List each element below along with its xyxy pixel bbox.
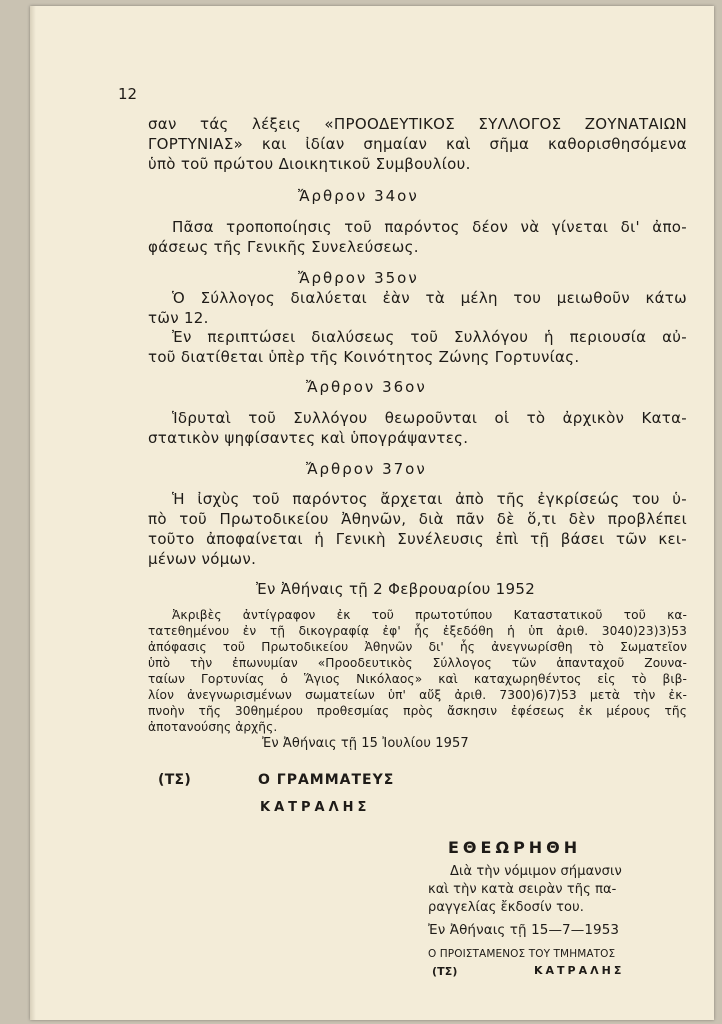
article-heading: Ἄρθρον 37ον (306, 460, 427, 478)
office-title: Ο ΠΡΟΙΣΤΑΜΕΝΟΣ ΤΟΥ ΤΜΗΜΑΤΟΣ (428, 948, 616, 960)
text-line: τατεθημένου ἐν τῇ δικογραφίᾳ ἐφ' ἧς ἐξεδόθη ἡ ὑπ ἀριθ. 3040)23)3)53 (148, 624, 687, 638)
text-line: ταίων Γορτυνίας ὁ Ἅγιος Νικόλαος» καὶ καταχωρηθέντος εἰς τὸ βιβ- (148, 672, 687, 686)
text-line: πὸ τοῦ Πρωτοδικείου Ἀθηνῶν, διὰ πᾶν δὲ ὅ,τι δὲν προβλέπει (148, 510, 687, 528)
text-line: ἀποτανούσης ἀρχῆς. (148, 720, 278, 734)
text-line: Ὁ Σύλλογος διαλύεται ἐὰν τὰ μέλη του μειωθοῦν κάτω (172, 289, 687, 307)
signatory-name: ΚΑΤΡΑΛΗΣ (260, 800, 371, 815)
article-heading: Ἄρθρον 34ον (298, 187, 419, 205)
text-line: ὑπὸ τὴν ἐπωνυμίαν «Προοδευτικὸς Σύλλογος τῶν ἁπανταχοῦ Ζουνα- (148, 656, 687, 670)
date-line: Ἐν Ἀθήναις τῇ 2 Φεβρουαρίου 1952 (256, 580, 536, 598)
text-line: Πᾶσα τροποποίησις τοῦ παρόντος δέον νὰ γίνεται δι' ἀπο- (172, 218, 687, 236)
text-line: καὶ τὴν κατὰ σειρὰν τῆς πα- (428, 882, 617, 897)
text-line: Ἀκριβὲς ἀντίγραφον ἐκ τοῦ πρωτοτύπου Καταστατικοῦ τοῦ κα- (172, 608, 687, 622)
article-heading: Ἄρθρον 35ον (298, 269, 419, 287)
text-line: τῶν 12. (148, 309, 209, 327)
text-line: ὑπὸ τοῦ πρώτου Διοικητικοῦ Συμβουλίου. (148, 155, 471, 173)
text-line: πνοὴν τῆς 30θημέρου προθεσμίας πρὸς ἄσκησιν ἐφέσεως ἐκ μέρους τῆς (148, 704, 687, 718)
text-line: φάσεως τῆς Γενικῆς Συνελεύσεως. (148, 238, 419, 256)
signatory-role: Ο ΓΡΑΜΜΑΤΕΥΣ (258, 772, 395, 788)
text-line: Διὰ τὴν νόμιμον σήμανσιν (450, 864, 622, 879)
text-line: ἀπόφασις τοῦ Πρωτοδικείου Ἀθηνῶν δι' ἧς ἀνεγνωρίσθη τὸ Σωματεῖον (148, 640, 687, 654)
date-line: Ἐν Ἀθήναις τῇ 15 Ἰουλίου 1957 (262, 736, 469, 751)
text-line: στατικὸν ψηφίσαντες καὶ ὑπογράψαντες. (148, 429, 469, 447)
document-page (30, 6, 714, 1020)
text-line: ραγγελίας ἔκδοσίν του. (428, 900, 584, 915)
stamp-mark: (ΤΣ) (432, 965, 458, 978)
signatory-name: ΚΑΤΡΑΛΗΣ (534, 964, 625, 977)
text-line: ΓΟΡΤΥΝΙΑΣ» και ἰδίαν σημαίαν καὶ σῆμα καθορισθησόμενα (148, 135, 687, 153)
text-line: μένων νόμων. (148, 550, 257, 568)
text-line: σαν τάς λέξεις «ΠΡΟΟΔΕΥΤΙΚΟΣ ΣΥΛΛΟΓΟΣ ΖΟΥΝΑΤΑΙΩΝ (148, 115, 687, 133)
article-heading: Ἄρθρον 36ον (306, 378, 427, 396)
text-line: λίον ἀνεγνωρισμένων σωματείων ὑπ' αὔξ ἀριθ. 7300)6)7)53 μετὰ τὴν ἐκ- (148, 688, 687, 702)
date-line: Ἐν Ἀθήναις τῇ 15—7—1953 (428, 922, 620, 938)
text-line: Ἡ ἰσχὺς τοῦ παρόντος ἄρχεται ἀπὸ τῆς ἐγκρίσεώς του ὑ- (172, 490, 687, 508)
text-line: Ἱδρυταὶ τοῦ Συλλόγου θεωροῦνται οἱ τὸ ἀρχικὸν Κατα- (172, 409, 687, 427)
text-line: Ἐν περιπτώσει διαλύσεως τοῦ Συλλόγου ἡ περιουσία αὐ- (172, 328, 687, 346)
text-line: τοῦ διατίθεται ὑπὲρ τῆς Κοινότητος Ζώνης Γορτυνίας. (148, 348, 580, 366)
stamp-mark: (ΤΣ) (158, 772, 192, 788)
text-line: τοῦτο ἀποφαίνεται ἡ Γενικὴ Συνέλευσις ἐπὶ τῇ βάσει τῶν κει- (148, 530, 687, 548)
page-number: 12 (118, 85, 138, 103)
visa-title: ΕΘΕΩΡΗΘΗ (448, 838, 582, 857)
